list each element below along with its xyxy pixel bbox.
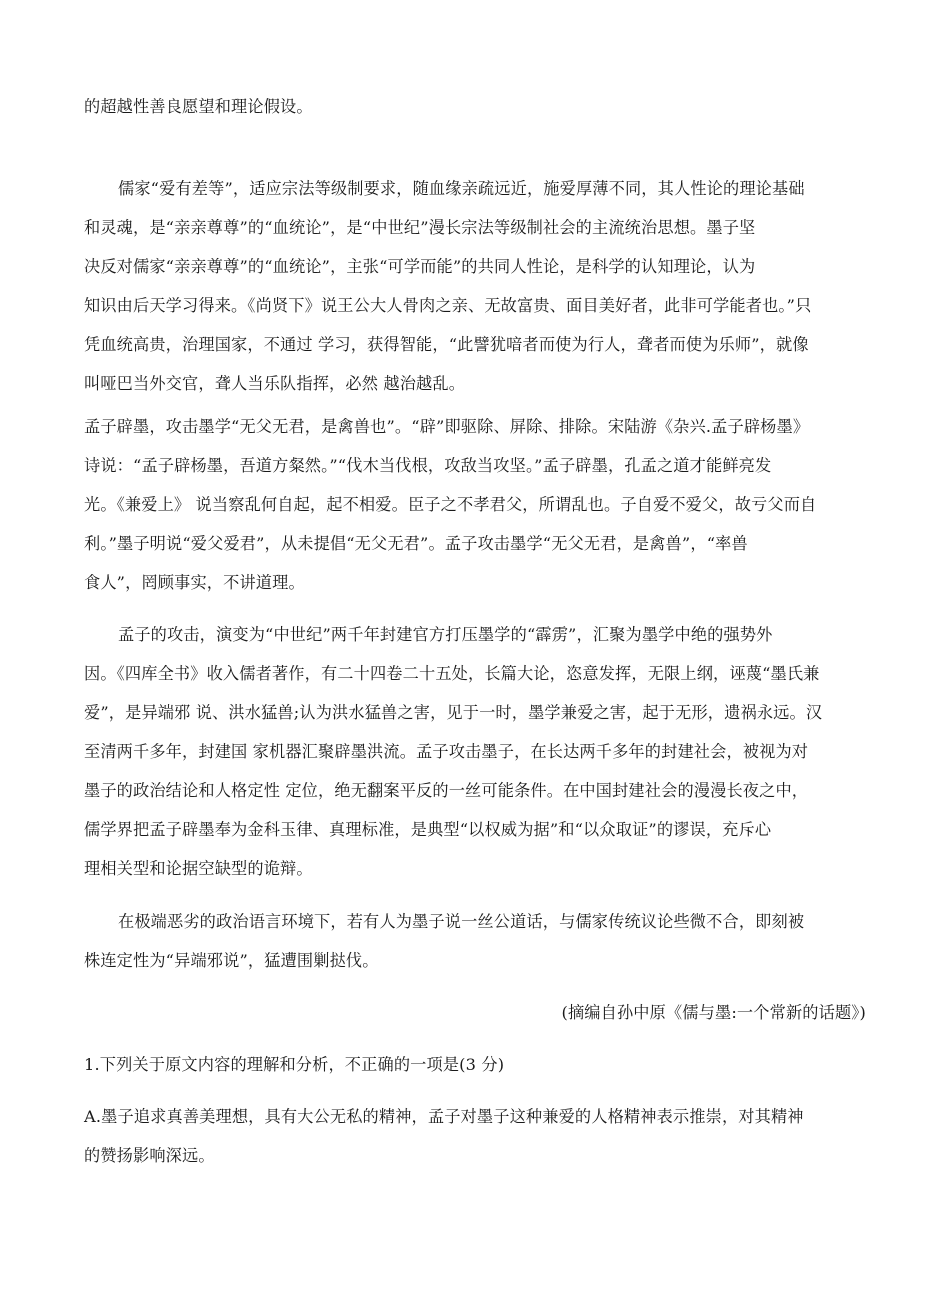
text-line: 在极端恶劣的政治语言环境下，若有人为墨子说一丝公道话，与儒家传统议论些微不合，即刻被 xyxy=(118,912,805,931)
text-line: 儒学界把孟子辟墨奉为金科玉律、真理标准，是典型“以权威为据”和“以众取证”的谬误，充斥心 xyxy=(84,820,772,839)
text-line: 的超越性善良愿望和理论假设。 xyxy=(84,97,313,116)
text-line: 利。”墨子明说“爱父爱君”，从未提倡“无父无君”。孟子攻击墨学“无父无君，是禽兽”，“率兽 xyxy=(84,534,748,553)
option-a-continued: 的赞扬影响深远。 xyxy=(84,1146,215,1165)
text-line: 至清两千多年，封建国 家机器汇聚辟墨洪流。孟子攻击墨子，在长达两千多年的封建社会，被视为对 xyxy=(84,742,809,761)
text-line: 墨子的政治结论和人格定性 定位，绝无翻案平反的一丝可能条件。在中国封建社会的漫漫长夜之中， xyxy=(84,781,809,800)
text-line: 株连定性为“异端邪说”，猛遭围剿挞伐。 xyxy=(84,951,379,970)
text-line: 孟子的攻击，演变为“中世纪”两千年封建官方打压墨学的“霹雳”，汇聚为墨学中绝的强势外 xyxy=(118,625,773,644)
question-stem: 1.下列关于原文内容的理解和分析，不正确的一项是(3 分) xyxy=(84,1055,505,1074)
option-a: A.墨子追求真善美理想，具有大公无私的精神，孟子对墨子这种兼爱的人格精神表示推崇，对其精神 xyxy=(84,1107,804,1126)
text-line: 理相关型和论据空缺型的诡辩。 xyxy=(84,859,313,878)
text-line: 光。《兼爱上》 说当察乱何自起，起不相爱。臣子之不孝君父，所谓乱也。子自爱不爱父，故亏父而自 xyxy=(84,495,817,514)
text-line: 和灵魂，是“亲亲尊尊”的“血统论”，是“中世纪”漫长宗法等级制社会的主流统治思想。墨子坚 xyxy=(84,218,756,237)
text-line: 食人”，罔顾事实，不讲道理。 xyxy=(84,573,305,592)
text-line: 知识由后天学习得来。《尚贤下》说王公大人骨肉之亲、无故富贵、面目美好者，此非可学能者也。”只 xyxy=(84,296,812,315)
text-line: 凭血统高贵，治理国家，不通过 学习，获得智能，“此譬犹喑者而使为行人，聋者而使为乐师”，就像 xyxy=(84,335,809,354)
source-citation: (摘编自孙中原《儒与墨:一个常新的话题》) xyxy=(561,1003,866,1022)
text-line: 叫哑巴当外交官，聋人当乐队指挥，必然 越治越乱。 xyxy=(84,374,466,393)
text-line: 决反对儒家“亲亲尊尊”的“血统论”，主张“可学而能”的共同人性论，是科学的认知理论，认为 xyxy=(84,257,756,276)
text-line: 儒家“爱有差等”，适应宗法等级制要求，随血缘亲疏远近，施爱厚薄不同，其人性论的理论基础 xyxy=(118,179,805,198)
text-line: 孟子辟墨，攻击墨学“无父无君，是禽兽也”。“辟”即驱除、屏除、排除。宋陆游《杂兴.孟子辟杨墨》 xyxy=(84,417,810,436)
text-line: 因。《四库全书》收入儒者著作，有二十四卷二十五处，长篇大论，恣意发挥，无限上纲，诬蔑“墨氏兼 xyxy=(84,664,820,683)
text-line: 爱”，是异端邪 说、洪水猛兽;认为洪水猛兽之害，见于一时，墨学兼爱之害，起于无形，遗祸永远。汉 xyxy=(84,703,823,722)
text-line: 诗说：“孟子辟杨墨，吾道方粲然。”“伐木当伐根，攻敌当攻坚。”孟子辟墨，孔孟之道才能鲜亮发 xyxy=(84,456,772,475)
